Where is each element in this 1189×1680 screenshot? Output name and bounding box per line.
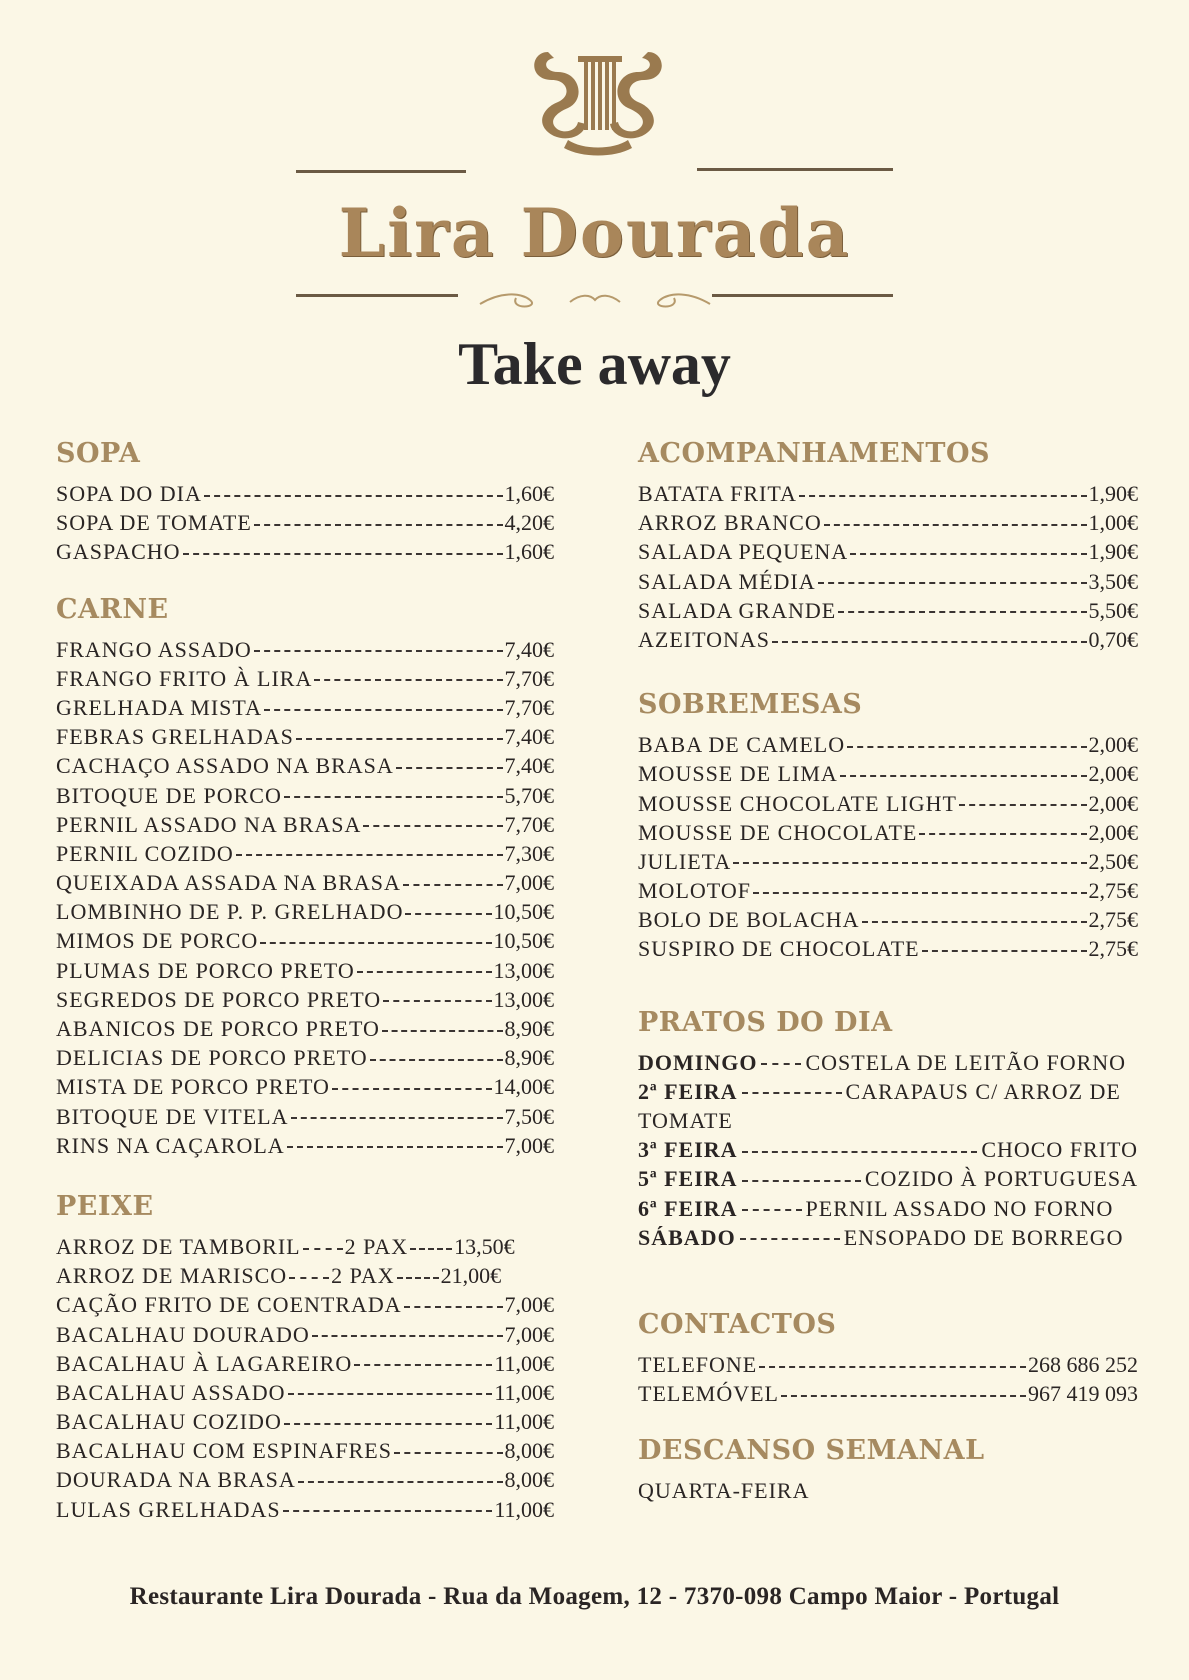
item-name: SOPA DE TOMATE — [56, 510, 252, 536]
left-column — [56, 437, 554, 1524]
menu-item — [56, 926, 554, 955]
leader-dots — [289, 1277, 329, 1279]
menu-item — [56, 985, 554, 1014]
top-rule-left — [296, 170, 466, 173]
menu-item — [638, 1379, 1138, 1408]
prato-row — [638, 1048, 1138, 1077]
item-note: 2 PAX — [344, 1233, 409, 1259]
section-acompanhamentos — [638, 437, 1138, 654]
menu-item — [56, 1436, 554, 1465]
item-name: FEBRAS GRELHADAS — [56, 724, 294, 750]
leader-dots — [204, 495, 503, 497]
item-price: 11,00€ — [494, 1379, 554, 1405]
prato-day: 6ª FEIRA — [638, 1195, 738, 1221]
menu-item — [638, 789, 1138, 818]
leader-dots — [847, 746, 1086, 748]
item-price: 7,50€ — [504, 1103, 554, 1129]
menu-item — [56, 1261, 554, 1290]
menu-item — [638, 818, 1138, 847]
menu-item — [638, 596, 1138, 625]
prato-dish: CHOCO FRITO — [981, 1137, 1138, 1163]
leader-dots — [850, 553, 1086, 555]
leader-dots — [314, 679, 502, 681]
menu-item — [56, 839, 554, 868]
menu-item — [56, 693, 554, 722]
item-price: 2,75€ — [1088, 936, 1138, 962]
page-title: Take away — [458, 331, 731, 397]
item-price: 2,00€ — [1088, 732, 1138, 758]
menu-item — [56, 537, 554, 566]
leader-dots — [370, 1059, 503, 1061]
item-price: 14,00€ — [493, 1074, 554, 1100]
prato-dish-continued: TOMATE — [638, 1108, 733, 1133]
item-price: 10,50€ — [493, 928, 554, 954]
leader-dots — [283, 1510, 493, 1512]
item-name: BITOQUE DE VITELA — [56, 1103, 289, 1129]
item-price: 21,00€ — [440, 1263, 502, 1289]
leader-dots — [264, 709, 503, 711]
item-price: 8,90€ — [504, 1016, 554, 1041]
menu-item — [56, 1072, 554, 1101]
item-price: 7,40€ — [504, 753, 554, 779]
leader-dots — [183, 553, 503, 555]
item-price: 4,20€ — [504, 510, 554, 536]
item-price: 7,00€ — [504, 1321, 554, 1347]
item-price: 7,40€ — [504, 724, 554, 750]
item-price: 11,00€ — [494, 1409, 554, 1435]
leader-dots — [761, 1063, 801, 1065]
item-price: 2,75€ — [1088, 907, 1138, 933]
item-price: 1,90€ — [1088, 539, 1138, 565]
header — [0, 0, 1189, 420]
leader-dots — [363, 825, 502, 827]
leader-dots — [781, 1395, 1026, 1397]
leader-dots — [357, 971, 492, 973]
prato-dish: COSTELA DE LEITÃO FORNO — [805, 1049, 1127, 1075]
item-price: 7,70€ — [504, 665, 554, 691]
item-name: GRELHADA MISTA — [56, 694, 262, 720]
item-price: 8,90€ — [504, 1045, 554, 1071]
leader-dots — [742, 1151, 978, 1153]
item-name: TELEMÓVEL — [638, 1381, 779, 1407]
item-name: SALADA MÉDIA — [638, 568, 816, 594]
item-price: 10,50€ — [493, 899, 554, 925]
bottom-rule-left — [296, 294, 458, 297]
prato-day: 5ª FEIRA — [638, 1166, 738, 1192]
item-price: 8,00€ — [504, 1438, 554, 1464]
menu-item — [56, 722, 554, 751]
menu-list — [56, 479, 554, 567]
menu-item — [638, 876, 1138, 905]
menu-item — [638, 567, 1138, 596]
leader-dots — [383, 1000, 491, 1002]
leader-dots — [254, 524, 503, 526]
section-title: CONTACTOS — [638, 1308, 837, 1340]
item-name: MOUSSE DE LIMA — [638, 761, 838, 787]
item-price: 7,00€ — [504, 1132, 554, 1158]
item-name: BACALHAU COM ESPINAFRES — [56, 1438, 392, 1464]
menu-item — [638, 934, 1138, 963]
menu-list — [56, 1232, 554, 1524]
menu-item — [56, 781, 554, 810]
flourish-ornament-icon — [470, 288, 720, 312]
item-name: CACHAÇO ASSADO NA BRASA — [56, 753, 394, 779]
item-name: ARROZ DE TAMBORIL — [56, 1233, 301, 1259]
menu-item — [56, 1320, 554, 1349]
item-price: 1,00€ — [1088, 510, 1138, 536]
item-name: BACALHAU COZIDO — [56, 1409, 282, 1435]
leader-dots — [742, 1209, 802, 1211]
menu-list — [638, 479, 1138, 654]
leader-dots — [288, 1393, 493, 1395]
menu-item — [56, 1407, 554, 1436]
item-price: 7,70€ — [504, 811, 554, 837]
item-price: 3,50€ — [1088, 568, 1138, 594]
menu-item — [56, 810, 554, 839]
item-name: SOPA DO DIA — [56, 481, 202, 506]
prato-row — [638, 1135, 1138, 1164]
prato-day: DOMINGO — [638, 1049, 758, 1075]
item-price: 268 686 252 — [1028, 1351, 1138, 1377]
item-price: 7,70€ — [504, 694, 554, 720]
section-title: SOPA — [56, 438, 141, 469]
prato-day: 3ª FEIRA — [638, 1137, 738, 1163]
leader-dots — [254, 650, 503, 652]
leader-dots — [394, 1452, 503, 1454]
menu-item — [56, 635, 554, 664]
prato-day: SÁBADO — [638, 1224, 736, 1250]
item-name: LOMBINHO DE P. P. GRELHADO — [56, 899, 404, 925]
item-name: BATATA FRITA — [638, 481, 797, 506]
leader-dots — [303, 1248, 343, 1250]
leader-dots — [824, 524, 1087, 526]
item-price: 1,60€ — [504, 539, 554, 565]
item-price: 2,00€ — [1088, 819, 1138, 845]
section-carne — [56, 593, 554, 1160]
item-price: 8,00€ — [504, 1467, 554, 1493]
item-name: JULIETA — [638, 848, 732, 874]
item-name: LULAS GRELHADAS — [56, 1496, 281, 1522]
contact-list — [638, 1350, 1138, 1408]
section-descanso-semanal — [638, 1434, 1138, 1505]
item-price: 7,40€ — [504, 636, 554, 662]
item-name: BABA DE CAMELO — [638, 732, 846, 758]
menu-item — [56, 1465, 554, 1494]
menu-list — [638, 730, 1138, 964]
item-name: PERNIL ASSADO NA BRASA — [56, 811, 362, 837]
menu-item — [56, 479, 554, 508]
section-title: PEIXE — [56, 1190, 154, 1222]
leader-dots — [404, 1306, 503, 1308]
item-price: 7,30€ — [504, 840, 554, 866]
bottom-rule-right — [712, 294, 893, 297]
item-note: 2 PAX — [331, 1263, 395, 1289]
leader-dots — [840, 775, 1087, 777]
item-name: BOLO DE BOLACHA — [638, 907, 860, 933]
item-name: ARROZ BRANCO — [638, 510, 822, 536]
item-price: 11,00€ — [494, 1496, 554, 1522]
menu-item — [56, 1043, 554, 1072]
item-price: 13,00€ — [493, 957, 554, 983]
leader-dots — [403, 884, 503, 886]
leader-dots — [287, 1146, 503, 1148]
item-name: DELICIAS DE PORCO PRETO — [56, 1045, 368, 1071]
leader-dots — [410, 1248, 452, 1250]
menu-item — [56, 1495, 554, 1524]
item-name: CAÇÃO FRITO DE COENTRADA — [56, 1292, 402, 1318]
right-column — [638, 437, 1138, 1506]
prato-row — [638, 1223, 1138, 1252]
menu-item — [638, 508, 1138, 537]
menu-item — [56, 956, 554, 985]
menu-item — [638, 730, 1138, 759]
leader-dots — [753, 892, 1087, 894]
prato-dish: COZIDO À PORTUGUESA — [864, 1166, 1138, 1192]
leader-dots — [260, 942, 491, 944]
item-name: MOUSSE DE CHOCOLATE — [638, 819, 918, 845]
section-pratos-do-dia — [638, 1006, 1138, 1252]
menu-item — [56, 1349, 554, 1378]
brand-name: Lira Dourada — [338, 194, 851, 272]
leader-dots — [382, 1030, 503, 1032]
leader-dots — [733, 862, 1086, 864]
menu-item — [56, 1290, 554, 1319]
prato-row — [638, 1194, 1138, 1223]
leader-dots — [922, 950, 1087, 952]
item-name: SUSPIRO DE CHOCOLATE — [638, 936, 920, 962]
item-price: 2,75€ — [1088, 878, 1138, 904]
menu-item — [638, 1350, 1138, 1379]
item-name: MISTA DE PORCO PRETO — [56, 1074, 330, 1100]
menu-item — [638, 847, 1138, 876]
item-price: 1,60€ — [504, 481, 554, 506]
item-name: SALADA GRANDE — [638, 597, 837, 623]
item-name: BITOQUE DE PORCO — [56, 782, 282, 808]
item-name: PLUMAS DE PORCO PRETO — [56, 957, 355, 983]
leader-dots — [959, 804, 1087, 806]
menu-item — [56, 1014, 554, 1043]
item-name: MOUSSE CHOCOLATE LIGHT — [638, 790, 957, 816]
prato-dish: ENSOPADO DE BORREGO — [843, 1224, 1124, 1250]
prato-row — [638, 1164, 1138, 1193]
item-name: FRANGO ASSADO — [56, 636, 252, 662]
item-price: 2,50€ — [1088, 848, 1138, 874]
menu-item — [56, 868, 554, 897]
section-title: DESCANSO SEMANAL — [638, 1435, 985, 1467]
leader-dots — [759, 1366, 1026, 1368]
item-name: BACALHAU DOURADO — [56, 1321, 310, 1347]
prato-dish: PERNIL ASSADO NO FORNO — [805, 1195, 1114, 1221]
leader-dots — [919, 833, 1086, 835]
item-price: 7,00€ — [504, 1292, 554, 1318]
section-title: PRATOS DO DIA — [638, 1006, 893, 1038]
item-name: BACALHAU ASSADO — [56, 1379, 286, 1405]
menu-item — [56, 1232, 554, 1261]
leader-dots — [742, 1180, 861, 1182]
leader-dots — [284, 796, 503, 798]
prato-row — [638, 1077, 1138, 1106]
pratos-list — [638, 1048, 1138, 1252]
leader-dots — [354, 1364, 492, 1366]
item-name: GASPACHO — [56, 539, 181, 565]
section-contactos — [638, 1308, 1138, 1408]
top-rule-right — [697, 168, 893, 171]
item-name: SALADA PEQUENA — [638, 539, 849, 565]
menu-item — [56, 1378, 554, 1407]
leader-dots — [284, 1423, 492, 1425]
leader-dots — [742, 1092, 842, 1094]
menu-item — [56, 508, 554, 537]
item-name: DOURADA NA BRASA — [56, 1467, 296, 1493]
footer-address: Restaurante Lira Dourada - Rua da Moagem, 12 - 7370-098 Campo Maior - Portugal — [129, 1583, 1060, 1610]
item-price: 0,70€ — [1088, 626, 1138, 652]
item-name: FRANGO FRITO À LIRA — [56, 665, 313, 691]
item-name: ABANICOS DE PORCO PRETO — [56, 1016, 380, 1041]
item-name: RINS NA CAÇAROLA — [56, 1132, 285, 1158]
leader-dots — [862, 921, 1087, 923]
item-name: MIMOS DE PORCO — [56, 928, 259, 954]
item-name: ARROZ DE MARISCO — [56, 1263, 288, 1289]
menu-item — [638, 905, 1138, 934]
menu-item — [638, 479, 1138, 508]
leader-dots — [291, 1117, 503, 1119]
item-price: 11,00€ — [494, 1350, 554, 1376]
menu-list — [56, 635, 554, 1160]
prato-dish: CARAPAUS C/ ARROZ DE — [845, 1078, 1121, 1104]
rest-day: QUARTA-FEIRA — [638, 1478, 810, 1504]
item-name: SEGREDOS DE PORCO PRETO — [56, 986, 382, 1012]
item-name: QUEIXADA ASSADA NA BRASA — [56, 870, 401, 896]
menu-item — [56, 897, 554, 926]
section-sopa — [56, 437, 554, 567]
leader-dots — [799, 495, 1087, 497]
item-name: BACALHAU À LAGAREIRO — [56, 1350, 353, 1376]
item-name: TELEFONE — [638, 1351, 758, 1377]
leader-dots — [772, 641, 1086, 643]
leader-dots — [296, 738, 503, 740]
leader-dots — [396, 767, 503, 769]
section-title: CARNE — [56, 593, 169, 625]
item-price: 2,00€ — [1088, 790, 1138, 816]
item-name: AZEITONAS — [638, 626, 771, 652]
section-peixe — [56, 1190, 554, 1524]
prato-row-continued — [638, 1106, 1138, 1135]
section-sobremesas — [638, 688, 1138, 964]
item-price: 13,00€ — [493, 986, 554, 1012]
prato-day: 2ª FEIRA — [638, 1078, 738, 1104]
menu-item — [56, 751, 554, 780]
leader-dots — [397, 1277, 439, 1279]
item-name: MOLOTOF — [638, 878, 751, 904]
menu-item — [56, 1102, 554, 1131]
lyre-logo-icon — [528, 40, 668, 160]
item-name: PERNIL COZIDO — [56, 840, 234, 866]
item-price: 2,00€ — [1088, 761, 1138, 787]
section-title: SOBREMESAS — [638, 689, 863, 721]
leader-dots — [838, 611, 1086, 613]
leader-dots — [236, 854, 503, 856]
menu-item — [638, 759, 1138, 788]
menu-item — [56, 664, 554, 693]
item-price: 5,50€ — [1088, 597, 1138, 623]
leader-dots — [312, 1335, 503, 1337]
leader-dots — [298, 1481, 503, 1483]
item-price: 1,90€ — [1088, 481, 1138, 506]
item-price: 5,70€ — [504, 782, 554, 808]
leader-dots — [818, 582, 1087, 584]
item-price: 967 419 093 — [1028, 1381, 1138, 1407]
menu-item — [56, 1131, 554, 1160]
item-price: 13,50€ — [454, 1233, 515, 1259]
item-price: 7,00€ — [504, 870, 554, 896]
menu-item — [638, 537, 1138, 566]
section-title: ACOMPANHAMENTOS — [638, 438, 991, 469]
leader-dots — [332, 1088, 492, 1090]
menu-item — [638, 625, 1138, 654]
leader-dots — [405, 913, 491, 915]
leader-dots — [740, 1238, 840, 1240]
